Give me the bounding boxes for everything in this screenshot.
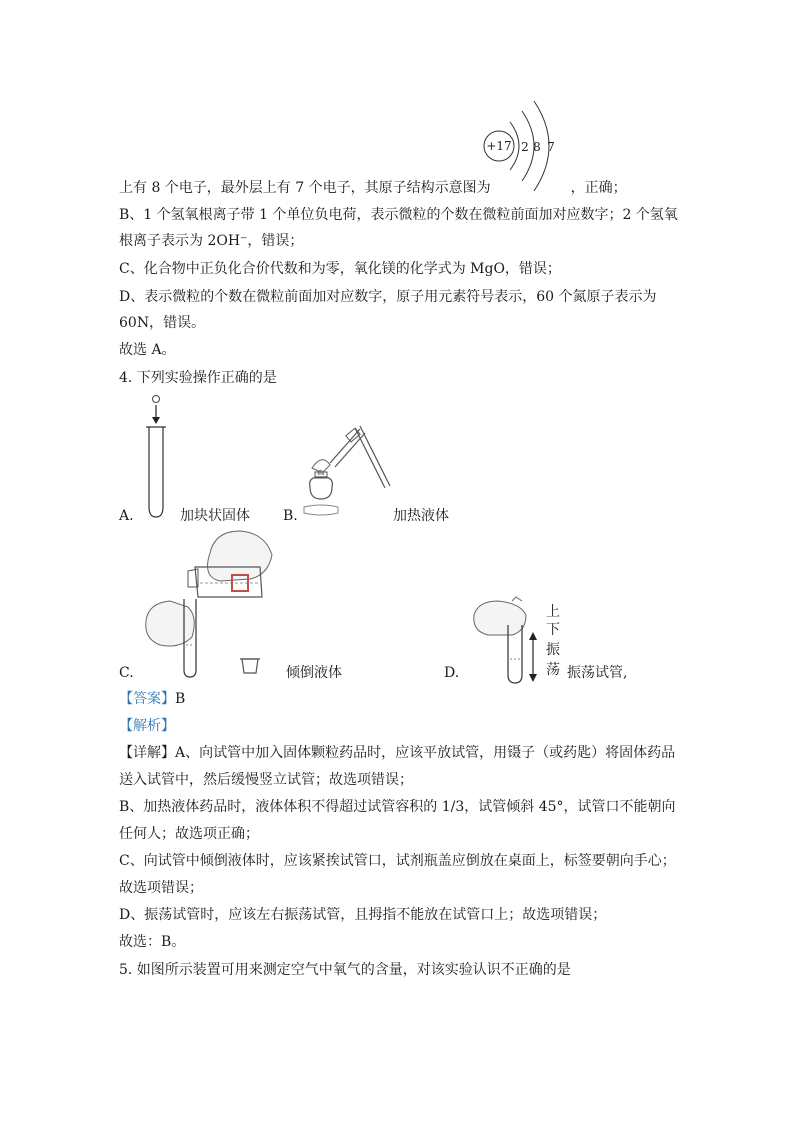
shake-label-4: 荡	[546, 662, 560, 678]
option-c-image	[140, 525, 280, 685]
shell-2-count: 8	[533, 140, 541, 154]
question-5-stem: 5. 如图所示装置可用来测定空气中氧气的含量，对该实验认识不正确的是	[119, 962, 571, 978]
detail-line-8: 故选：B。	[119, 934, 186, 950]
text-line-5: D、表示微粒的个数在微粒前面加对应数字，原子用元素符号表示，60 个氮原子表示为	[119, 289, 657, 305]
text-line-3: 根离子表示为 2OH⁻，错误；	[119, 233, 304, 249]
detail-line-1-text: A、向试管中加入固体颗粒药品时，应该平放试管，用镊子（或药匙）将固体药品	[175, 745, 676, 761]
shell-3-count: 7	[547, 140, 555, 154]
text-line-6: 60N，错误。	[119, 315, 206, 331]
analysis-tag: 【解析】	[119, 718, 175, 734]
answer-tag: 【答案】	[119, 691, 175, 707]
up-down-arrow-icon	[527, 632, 539, 682]
option-c-text: 倾倒液体	[286, 665, 342, 681]
option-d-letter: D.	[444, 665, 460, 681]
option-b-letter: B.	[283, 508, 298, 524]
question-4-stem: 4. 下列实验操作正确的是	[119, 370, 277, 386]
text-line-2: B、1 个氢氧根离子带 1 个单位负电荷，表示微粒的个数在微粒前面加对应数字；2 个氢氧	[119, 207, 678, 223]
detail-line-3: B、加热液体药品时，液体体积不得超过试管容积的 1/3，试管倾斜 45°，试管口不能朝向	[119, 799, 676, 815]
option-b-text: 加热液体	[393, 508, 449, 524]
detail-line-1	[119, 743, 675, 763]
option-b-image	[300, 423, 400, 523]
shake-label-1: 上	[546, 604, 560, 620]
option-d-text: 振荡试管,	[567, 665, 628, 681]
detail-line-5: C、向试管中倾倒液体时，应该紧挨试管口，试剂瓶盖应倒放在桌面上，标签要朝向手心；	[119, 853, 676, 869]
text-line-1-before: 上有 8 个电子，最外层上有 7 个电子，其原子结构示意图为	[119, 180, 491, 196]
text-line-1	[119, 178, 627, 198]
option-c-letter: C.	[119, 665, 134, 681]
shake-label-3: 振	[546, 642, 560, 658]
answer-value: B	[175, 691, 186, 707]
text-line-4: C、化合物中正负化合价代数和为零，氧化镁的化学式为 MgO，错误；	[119, 261, 561, 277]
nucleus-label: +17	[486, 139, 512, 153]
detail-line-4: 任何人；故选项正确；	[119, 826, 259, 842]
detail-line-2: 送入试管中，然后缓慢竖立试管；故选项错误；	[119, 772, 413, 788]
detail-line-6: 故选项错误；	[119, 880, 203, 896]
detail-tag: 【详解】	[119, 745, 175, 761]
shell-1-count: 2	[521, 140, 529, 154]
text-line-1-after: ，正确；	[570, 180, 627, 196]
option-a-image	[140, 393, 180, 523]
option-a-letter: A.	[119, 508, 134, 524]
answer-line	[119, 689, 185, 709]
shake-label-2: 下	[546, 622, 560, 638]
text-line-7: 故选 A。	[119, 342, 176, 358]
option-a-text: 加块状固体	[180, 508, 250, 524]
detail-line-7: D、振荡试管时，应该左右振荡试管，且拇指不能放在试管口上；故选项错误；	[119, 907, 607, 923]
